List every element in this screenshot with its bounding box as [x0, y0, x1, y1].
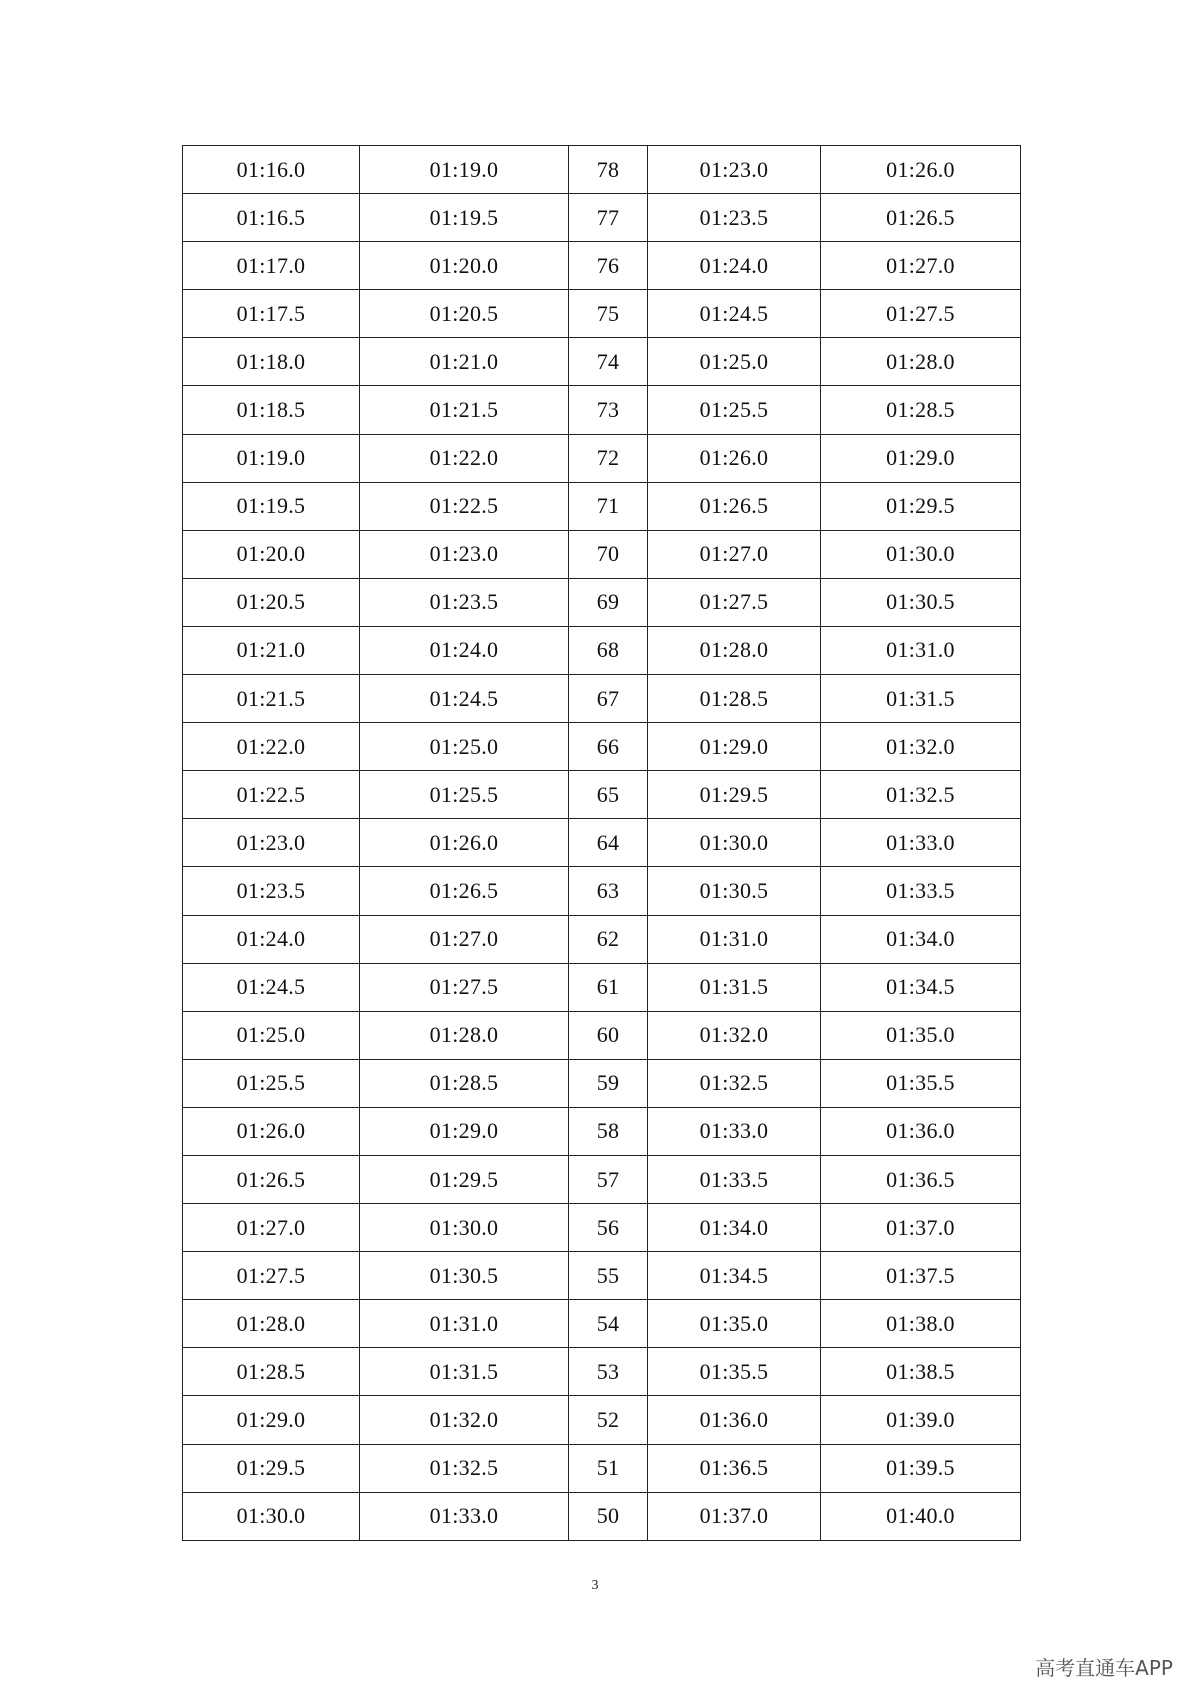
- table-cell-time-col-4: 01:29.5: [821, 482, 1021, 530]
- table-cell-score: 58: [569, 1107, 648, 1155]
- table-cell-time-col-3: 01:37.0: [648, 1492, 821, 1540]
- table-cell-time-col-1: 01:17.0: [183, 242, 360, 290]
- table-cell-time-col-4: 01:36.5: [821, 1155, 1021, 1203]
- table-cell-score: 70: [569, 530, 648, 578]
- table-cell-time-col-4: 01:31.0: [821, 626, 1021, 674]
- table-cell-time-col-2: 01:30.5: [360, 1252, 569, 1300]
- table-cell-time-col-1: 01:27.0: [183, 1204, 360, 1252]
- table-cell-time-col-3: 01:26.5: [648, 482, 821, 530]
- table-cell-time-col-4: 01:28.5: [821, 386, 1021, 434]
- table-cell-time-col-2: 01:24.5: [360, 675, 569, 723]
- table-row: [183, 242, 1021, 290]
- table-cell-score: 63: [569, 867, 648, 915]
- table-cell-time-col-1: 01:26.0: [183, 1107, 360, 1155]
- table-cell-score: 62: [569, 915, 648, 963]
- table-row: [183, 1300, 1021, 1348]
- table-row: [183, 1492, 1021, 1540]
- table-cell-time-col-2: 01:26.5: [360, 867, 569, 915]
- table-cell-time-col-1: 01:28.5: [183, 1348, 360, 1396]
- table-cell-time-col-2: 01:20.5: [360, 290, 569, 338]
- table-cell-time-col-3: 01:34.5: [648, 1252, 821, 1300]
- table-cell-score: 73: [569, 386, 648, 434]
- table-cell-time-col-2: 01:30.0: [360, 1204, 569, 1252]
- table-cell-time-col-3: 01:28.5: [648, 675, 821, 723]
- table-cell-time-col-1: 01:25.5: [183, 1059, 360, 1107]
- table-cell-time-col-1: 01:19.0: [183, 434, 360, 482]
- table-cell-time-col-4: 01:35.0: [821, 1011, 1021, 1059]
- table-cell-time-col-4: 01:33.0: [821, 819, 1021, 867]
- table-cell-time-col-2: 01:26.0: [360, 819, 569, 867]
- table-cell-time-col-3: 01:27.0: [648, 530, 821, 578]
- table-row: [183, 194, 1021, 242]
- table-cell-time-col-3: 01:23.0: [648, 146, 821, 194]
- table-row: [183, 867, 1021, 915]
- table-cell-time-col-4: 01:32.0: [821, 723, 1021, 771]
- table-cell-score: 51: [569, 1444, 648, 1492]
- table-cell-score: 69: [569, 578, 648, 626]
- table-cell-time-col-1: 01:24.5: [183, 963, 360, 1011]
- table-cell-time-col-4: 01:34.0: [821, 915, 1021, 963]
- table-cell-time-col-2: 01:21.5: [360, 386, 569, 434]
- table-cell-time-col-2: 01:23.5: [360, 578, 569, 626]
- table-cell-score: 57: [569, 1155, 648, 1203]
- table-cell-score: 74: [569, 338, 648, 386]
- table-cell-score: 53: [569, 1348, 648, 1396]
- table-cell-time-col-4: 01:31.5: [821, 675, 1021, 723]
- table-cell-time-col-3: 01:32.5: [648, 1059, 821, 1107]
- table-cell-time-col-2: 01:20.0: [360, 242, 569, 290]
- table-cell-time-col-1: 01:26.5: [183, 1155, 360, 1203]
- table-cell-time-col-4: 01:27.5: [821, 290, 1021, 338]
- table-cell-time-col-3: 01:24.0: [648, 242, 821, 290]
- table-cell-time-col-2: 01:28.5: [360, 1059, 569, 1107]
- table-cell-time-col-4: 01:35.5: [821, 1059, 1021, 1107]
- table-row: [183, 1107, 1021, 1155]
- score-table-body: [183, 146, 1021, 1541]
- table-cell-score: 78: [569, 146, 648, 194]
- table-cell-time-col-2: 01:22.0: [360, 434, 569, 482]
- table-cell-time-col-3: 01:25.0: [648, 338, 821, 386]
- table-cell-time-col-3: 01:33.0: [648, 1107, 821, 1155]
- table-cell-time-col-1: 01:20.5: [183, 578, 360, 626]
- table-cell-time-col-2: 01:19.5: [360, 194, 569, 242]
- table-cell-score: 72: [569, 434, 648, 482]
- table-cell-score: 54: [569, 1300, 648, 1348]
- table-cell-time-col-4: 01:37.0: [821, 1204, 1021, 1252]
- table-row: [183, 146, 1021, 194]
- table-cell-time-col-4: 01:36.0: [821, 1107, 1021, 1155]
- table-cell-time-col-3: 01:36.5: [648, 1444, 821, 1492]
- table-cell-score: 64: [569, 819, 648, 867]
- table-row: [183, 1348, 1021, 1396]
- table-cell-time-col-3: 01:29.0: [648, 723, 821, 771]
- table-cell-time-col-4: 01:39.5: [821, 1444, 1021, 1492]
- table-cell-time-col-1: 01:21.0: [183, 626, 360, 674]
- table-row: [183, 1252, 1021, 1300]
- table-row: [183, 1396, 1021, 1444]
- table-cell-time-col-3: 01:25.5: [648, 386, 821, 434]
- table-cell-time-col-4: 01:27.0: [821, 242, 1021, 290]
- table-cell-time-col-4: 01:33.5: [821, 867, 1021, 915]
- table-cell-time-col-4: 01:38.5: [821, 1348, 1021, 1396]
- table-row: [183, 1204, 1021, 1252]
- table-cell-time-col-1: 01:30.0: [183, 1492, 360, 1540]
- table-cell-time-col-3: 01:35.5: [648, 1348, 821, 1396]
- table-row: [183, 723, 1021, 771]
- table-cell-score: 66: [569, 723, 648, 771]
- table-cell-time-col-1: 01:22.5: [183, 771, 360, 819]
- table-cell-time-col-4: 01:34.5: [821, 963, 1021, 1011]
- table-cell-time-col-2: 01:33.0: [360, 1492, 569, 1540]
- table-cell-score: 59: [569, 1059, 648, 1107]
- table-row: [183, 338, 1021, 386]
- table-cell-time-col-3: 01:35.0: [648, 1300, 821, 1348]
- table-cell-time-col-3: 01:31.0: [648, 915, 821, 963]
- table-cell-time-col-3: 01:23.5: [648, 194, 821, 242]
- table-cell-time-col-4: 01:37.5: [821, 1252, 1021, 1300]
- table-cell-time-col-2: 01:31.0: [360, 1300, 569, 1348]
- table-row: [183, 290, 1021, 338]
- table-cell-time-col-1: 01:21.5: [183, 675, 360, 723]
- table-cell-time-col-1: 01:17.5: [183, 290, 360, 338]
- table-row: [183, 1155, 1021, 1203]
- table-cell-time-col-2: 01:28.0: [360, 1011, 569, 1059]
- table-row: [183, 1444, 1021, 1492]
- table-cell-time-col-3: 01:32.0: [648, 1011, 821, 1059]
- table-cell-score: 61: [569, 963, 648, 1011]
- table-cell-time-col-4: 01:26.0: [821, 146, 1021, 194]
- table-row: [183, 1059, 1021, 1107]
- table-cell-time-col-1: 01:18.0: [183, 338, 360, 386]
- table-cell-time-col-1: 01:23.0: [183, 819, 360, 867]
- table-cell-time-col-1: 01:27.5: [183, 1252, 360, 1300]
- table-cell-time-col-3: 01:24.5: [648, 290, 821, 338]
- table-cell-time-col-3: 01:31.5: [648, 963, 821, 1011]
- table-cell-time-col-4: 01:30.0: [821, 530, 1021, 578]
- table-row: [183, 386, 1021, 434]
- table-cell-time-col-4: 01:28.0: [821, 338, 1021, 386]
- table-cell-score: 67: [569, 675, 648, 723]
- table-cell-time-col-1: 01:16.0: [183, 146, 360, 194]
- table-cell-time-col-2: 01:27.5: [360, 963, 569, 1011]
- table-cell-time-col-4: 01:30.5: [821, 578, 1021, 626]
- table-cell-score: 60: [569, 1011, 648, 1059]
- table-cell-time-col-1: 01:18.5: [183, 386, 360, 434]
- table-cell-time-col-2: 01:29.5: [360, 1155, 569, 1203]
- table-cell-time-col-2: 01:24.0: [360, 626, 569, 674]
- table-row: [183, 578, 1021, 626]
- table-cell-time-col-3: 01:33.5: [648, 1155, 821, 1203]
- table-cell-time-col-3: 01:30.5: [648, 867, 821, 915]
- table-cell-time-col-2: 01:29.0: [360, 1107, 569, 1155]
- table-row: [183, 819, 1021, 867]
- table-row: [183, 915, 1021, 963]
- table-cell-time-col-2: 01:31.5: [360, 1348, 569, 1396]
- table-cell-score: 50: [569, 1492, 648, 1540]
- table-cell-time-col-2: 01:27.0: [360, 915, 569, 963]
- table-cell-time-col-2: 01:25.0: [360, 723, 569, 771]
- table-cell-time-col-1: 01:19.5: [183, 482, 360, 530]
- table-row: [183, 1011, 1021, 1059]
- table-cell-time-col-4: 01:32.5: [821, 771, 1021, 819]
- watermark: 高考直通车APP: [1035, 1656, 1173, 1680]
- table-cell-time-col-2: 01:22.5: [360, 482, 569, 530]
- table-cell-time-col-2: 01:25.5: [360, 771, 569, 819]
- table-cell-time-col-4: 01:39.0: [821, 1396, 1021, 1444]
- table-cell-score: 75: [569, 290, 648, 338]
- table-cell-score: 56: [569, 1204, 648, 1252]
- table-row: [183, 675, 1021, 723]
- table-cell-score: 65: [569, 771, 648, 819]
- table-cell-time-col-2: 01:32.0: [360, 1396, 569, 1444]
- table-cell-time-col-2: 01:23.0: [360, 530, 569, 578]
- table-row: [183, 963, 1021, 1011]
- table-cell-time-col-1: 01:24.0: [183, 915, 360, 963]
- table-row: [183, 434, 1021, 482]
- table-cell-time-col-3: 01:29.5: [648, 771, 821, 819]
- table-cell-time-col-3: 01:26.0: [648, 434, 821, 482]
- table-cell-time-col-4: 01:29.0: [821, 434, 1021, 482]
- table-row: [183, 530, 1021, 578]
- table-row: [183, 482, 1021, 530]
- table-row: [183, 626, 1021, 674]
- table-cell-score: 55: [569, 1252, 648, 1300]
- table-cell-score: 71: [569, 482, 648, 530]
- table-cell-time-col-2: 01:19.0: [360, 146, 569, 194]
- table-cell-time-col-3: 01:30.0: [648, 819, 821, 867]
- table-cell-time-col-3: 01:27.5: [648, 578, 821, 626]
- table-cell-score: 68: [569, 626, 648, 674]
- table-cell-time-col-1: 01:22.0: [183, 723, 360, 771]
- table-cell-time-col-3: 01:36.0: [648, 1396, 821, 1444]
- table-cell-time-col-1: 01:29.0: [183, 1396, 360, 1444]
- score-table: [182, 145, 1021, 1541]
- table-cell-time-col-1: 01:20.0: [183, 530, 360, 578]
- table-cell-time-col-1: 01:29.5: [183, 1444, 360, 1492]
- table-cell-time-col-4: 01:38.0: [821, 1300, 1021, 1348]
- table-cell-score: 52: [569, 1396, 648, 1444]
- page-number: 3: [591, 1578, 599, 1593]
- table-cell-time-col-1: 01:23.5: [183, 867, 360, 915]
- table-cell-time-col-1: 01:28.0: [183, 1300, 360, 1348]
- table-cell-time-col-2: 01:21.0: [360, 338, 569, 386]
- table-cell-time-col-3: 01:34.0: [648, 1204, 821, 1252]
- table-cell-time-col-4: 01:40.0: [821, 1492, 1021, 1540]
- table-cell-time-col-3: 01:28.0: [648, 626, 821, 674]
- table-row: [183, 771, 1021, 819]
- table-cell-time-col-4: 01:26.5: [821, 194, 1021, 242]
- table-cell-time-col-1: 01:16.5: [183, 194, 360, 242]
- table-cell-score: 76: [569, 242, 648, 290]
- table-cell-score: 77: [569, 194, 648, 242]
- table-cell-time-col-1: 01:25.0: [183, 1011, 360, 1059]
- table-cell-time-col-2: 01:32.5: [360, 1444, 569, 1492]
